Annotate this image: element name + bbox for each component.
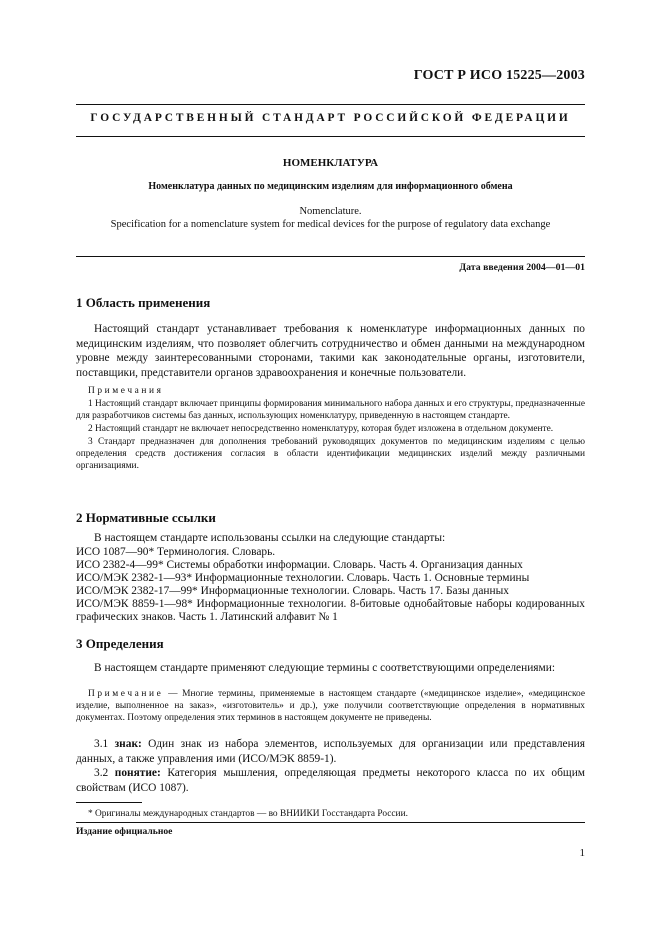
section-3-note <box>76 688 585 724</box>
title-english-line2: Specification for a nomenclature system for medical devices for the purpose of regulatory data exchange <box>110 219 551 230</box>
document-id: ГОСТ Р ИСО 15225—2003 <box>413 68 585 83</box>
term-concept: понятие: <box>114 767 161 779</box>
effective-date: Дата введения 2004—01—01 <box>459 262 585 273</box>
page-number: 1 <box>579 847 585 859</box>
state-standard-title: ГОСУДАРСТВЕННЫЙ СТАНДАРТ РОССИЙСКОЙ ФЕДЕРАЦИИ <box>90 112 571 124</box>
reference-item: ИСО/МЭК 2382-17—99* Информационные технологии. Словарь. Часть 17. Базы данных <box>76 585 509 597</box>
reference-item-last: ИСО/МЭК 8859-1—98* Информационные технологии. 8-битовые однобайтовые наборы кодированных графических знаков. Часть 1. Латинский алфавит № 1 <box>76 598 585 624</box>
edition-rule <box>76 822 585 823</box>
section-1-paragraph: Настоящий стандарт устанавливает требования к номенклатуре информационных данных по медицинским изделиям, что позволяет облегчить сотрудничество и обмен данными на международном уровне между заинтересованными сторонами, такими как законодательные органы, изготовители, поставщики, представители органов здравоохранения и конечные пользователи. <box>76 323 585 379</box>
section-1-heading: 1 Область применения <box>76 295 211 310</box>
header-rule-top <box>76 104 585 105</box>
header-rule-bottom <box>76 136 585 137</box>
section-3-intro: В настоящем стандарте применяют следующие термины с соответствующими определениями: <box>94 662 556 674</box>
definition-3-1: 3.1 знак: Один знак из набора элементов, используемых для организации или представления данных, а также управления ими (ИСО/МЭК 8859-1). <box>76 738 585 765</box>
subtitle-russian: Номенклатура данных по медицинским изделиям для информационного обмена <box>148 181 513 192</box>
note-text: — Многие термины, применяемые в настоящем стандарте («медицинское изделие», «медицинское изделие, выполненное на заказ», «изготовитель» и др.), уже получили соответствующие определения в нормативных документах. Поэтому определения этих терминов в настоящем документе не приведены. <box>76 689 585 723</box>
section-3-heading: 3 Определения <box>76 636 164 651</box>
main-title: НОМЕНКЛАТУРА <box>282 157 379 169</box>
section-1-notes <box>76 385 585 472</box>
term-character: знак: <box>114 738 142 750</box>
reference-item: ИСО/МЭК 2382-1—93* Информационные технологии. Словарь. Часть 1. Основные термины <box>76 572 530 584</box>
note-1: 1 Настоящий стандарт включает принципы формирования минимального набора данных и его структуры, предназначенные для разработчиков системы баз данных, использующих номенклатуру, приведенную в настоящем стандарте. <box>76 399 585 421</box>
section-2-heading: 2 Нормативные ссылки <box>76 510 216 525</box>
date-rule <box>76 256 585 257</box>
note-2: 2 Настоящий стандарт не включает непосредственно номенклатуру, которая будет изложена в отдельном документе. <box>88 424 554 434</box>
reference-item: ИСО 2382-4—99* Системы обработки информации. Словарь. Часть 4. Организация данных <box>76 559 523 571</box>
definition-3-2: 3.2 понятие: Категория мышления, определяющая предметы некоторого класса по их общим свойствам (ИСО 1087). <box>76 767 585 794</box>
reference-item: ИСО 1087—90* Терминология. Словарь. <box>76 546 276 558</box>
title-english <box>60 205 601 231</box>
note-3: 3 Стандарт предназначен для дополнения требований руководящих документов по медицинским изделиям с целью определения средств достижения согласия в области идентификации медицинских изделий между различными организациями. <box>76 437 585 471</box>
title-english-line1: Nomenclature. <box>299 206 362 217</box>
footnote: * Оригиналы международных стандартов — во ВНИИКИ Госстандарта России. <box>88 809 408 819</box>
footnote-rule <box>76 802 142 803</box>
edition-label: Издание официальное <box>76 826 173 837</box>
section-2-intro: В настоящем стандарте использованы ссылки на следующие стандарты: <box>94 532 446 544</box>
notes-label: Примечания <box>88 386 164 396</box>
note-label: Примечание <box>88 689 164 699</box>
